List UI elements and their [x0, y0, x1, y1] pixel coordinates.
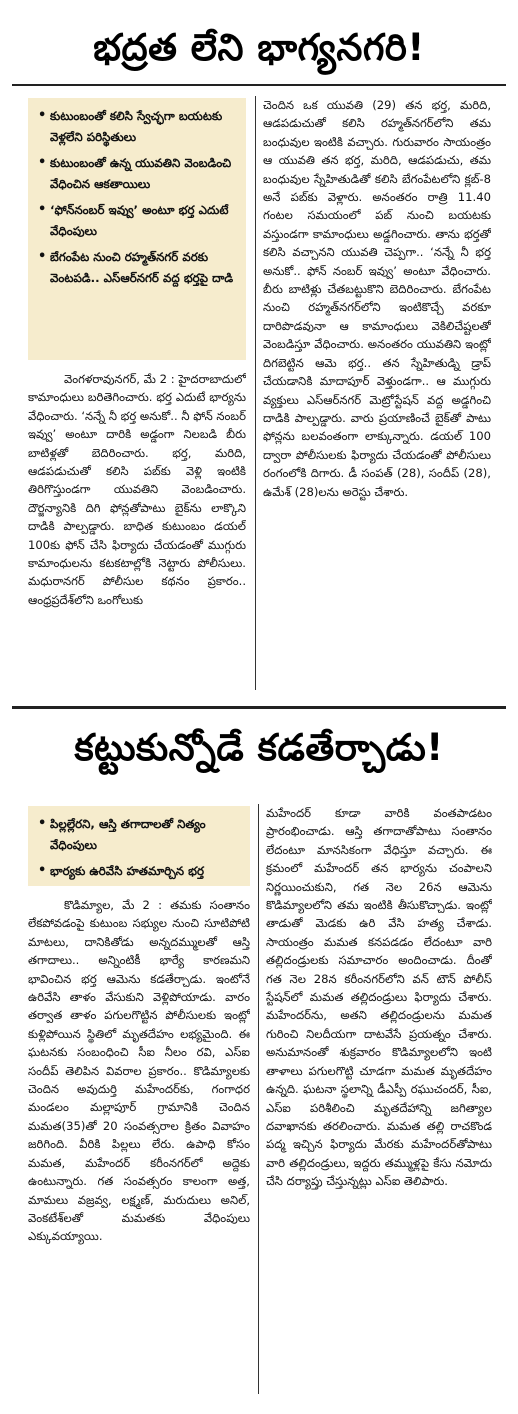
headline-story-2: కట్టుకున్నోడే కడతేర్చాడు! — [74, 726, 444, 769]
highlight-item: • బేగంపేట నుంచి రహ్మత్‌నగర్ వరకు వెంటపడి.. ఎస్‌ఆర్‌నగర్ వద్ద భర్తపై దాడి — [36, 247, 238, 288]
column-divider — [255, 96, 256, 690]
story-1-highlights-box — [28, 98, 246, 360]
story-2-left-column — [28, 896, 250, 1394]
story-2-body-left: కొడిమ్యాల, మే 2 : తమకు సంతానం లేకపోవడంపై కుటుంబ సభ్యుల నుంచి సూటిపోటి మాటలు, దానికితోడు అన్నదమ్ములతో ఆస్తి తగాదాలు.. అన్నింటికీ భార్యే కారణమని భావించిన భర్త ఆమెను కడతేర్చాడు. ఇంటోనే ఉరివేసి తాళం వేసుకుని వెళ్లిపోయాడు. వారం తర్వాత తాళం పగులగొట్టిన పోలీసులకు ఇంట్లో కుళ్లిపోయిన స్థితిలో మృతదేహం లభ్యమైంది. ఈ ఘటనకు సంబంధించి సీఐ నీలం రవి, ఎస్ఐ సందీప్ తెలిపిన వివరాల ప్రకారం.. కొడిమ్యాలకు చెందిన అవుదుర్తి మహేందర్‌కు, గంగాధర మండలం మల్లాపూర్ గ్రామానికి చెందిన మమత(35)తో 20 సంవత్సరాల క్రితం వివాహం జరిగింది. వీరికి పిల్లలు లేరు. ఉపాధి కోసం మమత, మహేందర్ కరీంనగర్‌లో అద్దెకు ఉంటున్నారు. గత సంవత్సరం కాలంగా అత్త, మామలు వజ్రవ్వ, లక్ష్మణ్, మరుదులు అనిల్, వెంకటేశ్‌లతో మమతకు వేధింపులు ఎక్కువయ్యాయి. — [28, 898, 250, 1244]
story-2-right-column — [266, 804, 492, 1396]
highlight-item: • భార్యకు ఉరివేసి హతమార్చిన భర్త — [36, 861, 242, 882]
highlight-item: • పిల్లల్లేరని, ఆస్తి తగాదాలతో నిత్యం వేధింపులు — [36, 814, 242, 855]
story-1-right-column — [263, 96, 491, 692]
story-2-body-right: మహేందర్ కూడా వారికి వంతపాడటం ప్రారంభించాడు. ఆస్తి తగాదాతోపాటు సంతానం లేదంటూ మానసికంగా వేధిస్తూ వచ్చారు. ఈ క్రమంలో మహేందర్ తన భార్యను చంపాలని నిర్ణయించుకుని, గత నెల 26న ఆమెను కొడిమ్యాలలోని తమ ఇంటికి తీసుకొచ్చాడు. ఇంట్లో తాడుతో మెడకు ఉరి వేసి హత్య చేశాడు. సాయంత్రం మమత కనపడడం లేదంటూ వారి తల్లిదండ్రులకు సమాచారం అందించాడు. దీంతో గత నెల 28న కరీంనగర్‌లోని వన్ టౌన్ పోలీస్ స్టేషన్‌లో మమత తల్లిదండ్రులు ఫిర్యాదు చేశారు. మహేందర్‌ను, అతని తల్లిదండ్రులను మమత గురించి నిలదీయగా దాటవేసే ప్రయత్నం చేశారు. అనుమానంతో శుక్రవారం కొడిమ్యాలలోని ఇంటి తాళాలు పగులగొట్టి చూడగా మమత మృతదేహం ఉన్నది. ఘటనా స్థలాన్ని డీఎస్పీ రఘుచందర్, సీఐ, ఎస్ఐ పరిశీలించి మృతదేహాన్ని జగిత్యాల దవాఖానకు తరలించారు. మమత తల్లి రాచకొండ పద్మ ఇచ్చిన ఫిర్యాదు మేరకు మహేందర్‌తోపాటు వారి తల్లిదండ్రులు, ఇద్దరు తమ్ముళ్లపై కేసు నమోదు చేసి దర్యాప్తు చేస్తున్నట్లు ఎస్ఐ తెలిపారు. — [266, 806, 492, 1189]
highlight-item: • కుటుంబంతో కలిసి స్వేచ్ఛగా బయటకు వెళ్లలేని పరిస్థితులు — [36, 106, 238, 147]
story-separator — [12, 706, 506, 709]
column-divider — [258, 804, 259, 1394]
headline-story-1: భద్రత లేని భాగ్యనగరి! — [93, 26, 425, 69]
story-1-body-left: వెంగళరావునగర్, మే 2 : హైదరాబాదులో కామాంధులు బరితెగించారు. భర్త ఎదుటే భార్యను వేధించారు. ‘నన్నే నీ భర్త అనుకో.. నీ ఫోన్ నంబర్ ఇవ్వు’ అంటూ దారికి అడ్డంగా నిలబడి బీరు బాటిళ్లతో బెదిరించారు. భర్త, మరిది, ఆడపడుచుతో కలిసి పబ్‌కు వెళ్లి ఇంటికి తిరిగొస్తుండగా యువతిని వెంబడించారు. దౌర్జన్యానికి దిగి ఫోన్లతోపాటు బైక్‌ను లాక్కొని దాడికి పాల్పడ్డారు. బాధిత కుటుంబం డయల్ 100కు ఫోన్ చేసి ఫిర్యాదు చేయడంతో ముగ్గురు కామాంధులను కటకటాల్లోకి నెట్టారు పోలీసులు. మధురానగర్ పోలీసుల కథనం ప్రకారం.. ఆంధ్రప్రదేశ్‌లోని ఒంగోలుకు — [28, 372, 246, 607]
highlight-item: • కుటుంబంతో ఉన్న యువతిని వెంబడించి వేధించిన ఆకతాయిలు — [36, 153, 238, 194]
story-1-body-right: చెందిన ఒక యువతి (29) తన భర్త, మరిది, ఆడపడుచుతో కలిసి రహ్మత్‌నగర్‌లోని తమ బంధువుల ఇంటికి వచ్చారు. గురువారం సాయంత్రం ఆ యువతి తన భర్త, మరిది, ఆడపడుచు, తమ బంధువుల స్నేహితుడితో కలిసి బేగంపేటలోని క్లబ్-8 అనే పబ్‌కు వెళ్లారు. అనంతరం రాత్రి 11.40 గంటల సమయంలో పబ్ నుంచి బయటకు వస్తుండగా కామాంధులు అడ్డగించారు. తాను భర్తతో కలిసి వచ్చానని యువతి చెప్పగా.. ‘నన్నే నీ భర్త అనుకో.. ఫోన్ నంబర్ ఇవ్వు’ అంటూ వేధించారు. బీరు బాటిళ్లు చేతబట్టుకొని బెదిరించారు. బేగంపేట నుంచి రహ్మత్‌నగర్‌లోని ఇంటికొచ్చే వరకూ దారిపొడవునా ఆ కామాంధులు వెకిలిచేష్టలతో వెంబడిస్తూ వేధించారు. అనంతరం యువతిని ఇంట్లో దిగబెట్టిన ఆమె భర్త.. తన స్నేహితుడ్ని డ్రాప్ చేయడానికి మాదాపూర్ వెళ్తుండగా.. ఆ ముగ్గురు వ్యక్తులు ఎస్‌ఆర్‌నగర్ మెట్రోస్టేషన్ వద్ద అడ్డగించి దాడికి పాల్పడ్డారు. వారు ప్రయాణించే బైక్‌తో పాటు ఫోన్లను బలవంతంగా లాక్కున్నారు. డయల్ 100 ద్వారా పోలీసులకు ఫిర్యాదు చేయడంతో పోలీసులు రంగంలోకి దిగారు. డీ సంపత్ (28), సందీప్ (28), ఉమేశ్ (28)లను అరెస్టు చేశారు. — [263, 98, 491, 499]
story-1-left-column — [28, 370, 246, 692]
headline-divider — [12, 84, 506, 86]
highlight-item: • ‘ఫోన్‌నంబర్ ఇవ్వు’ అంటూ భర్త ఎదుటే వేధింపులు — [36, 200, 238, 241]
story-2-highlights-box — [28, 806, 250, 886]
